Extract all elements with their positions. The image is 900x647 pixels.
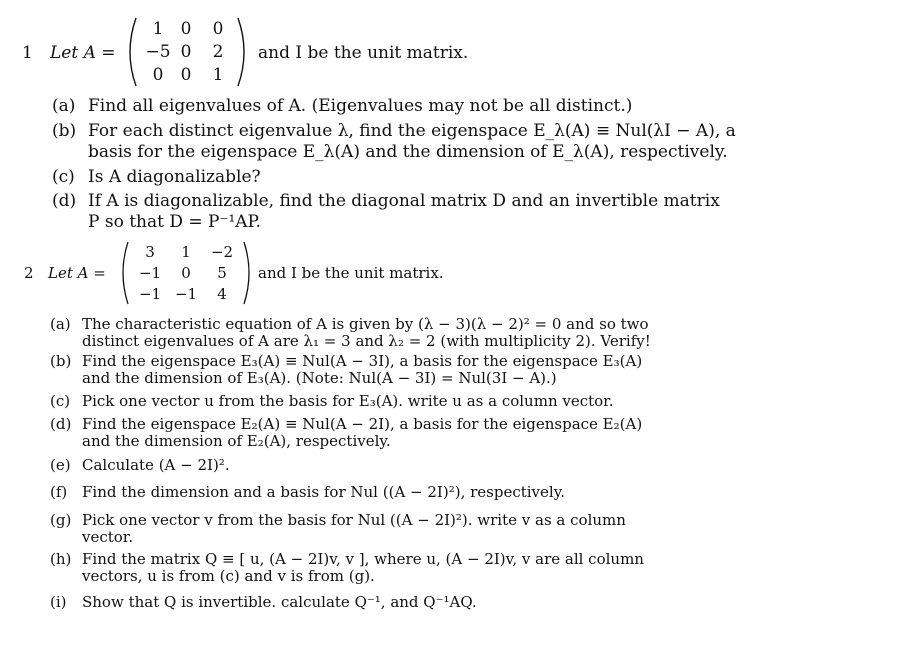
matrix-cell: 0: [152, 65, 164, 85]
item-text-line: For each distinct eigenvalue λ, find the eigenspace E_λ(A) ≡ Nul(λI − A), a: [88, 121, 736, 141]
item-text-line: Pick one vector v from the basis for Nul ((A − 2I)²). write v as a column: [82, 511, 626, 529]
problem1-matrix: [122, 16, 252, 88]
problem1-tail: and I be the unit matrix.: [258, 43, 469, 63]
matrix-cell: 0: [180, 65, 192, 85]
matrix-cell: 2: [212, 42, 224, 62]
item-text-line: Show that Q is invertible. calculate Q⁻¹, and Q⁻¹AQ.: [82, 593, 477, 611]
item-label: (a): [52, 96, 76, 116]
item-label: (i): [50, 593, 67, 611]
item-label: (d): [50, 415, 72, 433]
problem2-matrix: [116, 240, 256, 306]
item-text-line: Is A diagonalizable?: [88, 167, 261, 187]
item-text-line: vector.: [82, 528, 134, 546]
item-text-line: Pick one vector u from the basis for E₃(A). write u as a column vector.: [82, 392, 614, 410]
matrix-cell: 1: [152, 19, 164, 39]
item-text-line: basis for the eigenspace E_λ(A) and the dimension of E_λ(A), respectively.: [88, 142, 728, 162]
problem1-number: 1: [22, 43, 33, 63]
item-label: (b): [50, 352, 72, 370]
item-text-line: Find the eigenspace E₂(A) ≡ Nul(A − 2I), a basis for the eigenspace E₂(A): [82, 415, 643, 433]
item-text-line: If A is diagonalizable, find the diagonal matrix D and an invertible matrix: [88, 191, 720, 211]
item-label: (h): [50, 550, 72, 568]
item-label: (e): [50, 456, 71, 474]
item-text-line: The characteristic equation of A is given by (λ − 3)(λ − 2)² = 0 and so two: [82, 315, 649, 333]
item-text-line: P so that D = P⁻¹AP.: [88, 212, 261, 232]
matrix-cell: −1: [138, 285, 162, 303]
matrix-cell: −2: [210, 243, 234, 261]
item-label: (c): [50, 392, 71, 410]
problem1-lead: Let A =: [50, 43, 116, 63]
matrix-cell: 4: [217, 285, 227, 303]
matrix-cell: −1: [174, 285, 198, 303]
matrix-cell: 5: [217, 264, 227, 282]
item-text-line: Find the dimension and a basis for Nul ((A − 2I)²), respectively.: [82, 483, 565, 501]
item-text-line: vectors, u is from (c) and v is from (g).: [82, 567, 375, 585]
matrix-cell: 3: [145, 243, 155, 261]
item-text-line: distinct eigenvalues of A are λ₁ = 3 and λ₂ = 2 (with multiplicity 2). Verify!: [82, 332, 651, 350]
matrix-cell: 0: [212, 19, 224, 39]
matrix-cell: 0: [180, 42, 192, 62]
item-text-line: and the dimension of E₃(A). (Note: Nul(A − 3I) = Nul(3I − A).): [82, 369, 557, 387]
problem2-lead: Let A =: [48, 264, 106, 282]
matrix-cell: −5: [145, 42, 171, 62]
item-text-line: and the dimension of E₂(A), respectively.: [82, 432, 391, 450]
item-label: (b): [52, 121, 77, 141]
item-text-line: Calculate (A − 2I)².: [82, 456, 230, 474]
item-text-line: Find the eigenspace E₃(A) ≡ Nul(A − 3I), a basis for the eigenspace E₃(A): [82, 352, 643, 370]
matrix-cell: −1: [138, 264, 162, 282]
item-label: (a): [50, 315, 71, 333]
problem2-tail: and I be the unit matrix.: [258, 264, 444, 282]
matrix-cell: 0: [181, 264, 191, 282]
matrix-cell: 1: [181, 243, 191, 261]
matrix-cell: 1: [212, 65, 224, 85]
item-label: (c): [52, 167, 75, 187]
item-text-line: Find all eigenvalues of A. (Eigenvalues may not be all distinct.): [88, 96, 633, 116]
item-label: (d): [52, 191, 77, 211]
item-text-line: Find the matrix Q ≡ [ u, (A − 2I)v, v ], where u, (A − 2I)v, v are all column: [82, 550, 644, 568]
item-label: (g): [50, 511, 72, 529]
item-label: (f): [50, 483, 68, 501]
problem2-number: 2: [24, 264, 34, 282]
matrix-cell: 0: [180, 19, 192, 39]
